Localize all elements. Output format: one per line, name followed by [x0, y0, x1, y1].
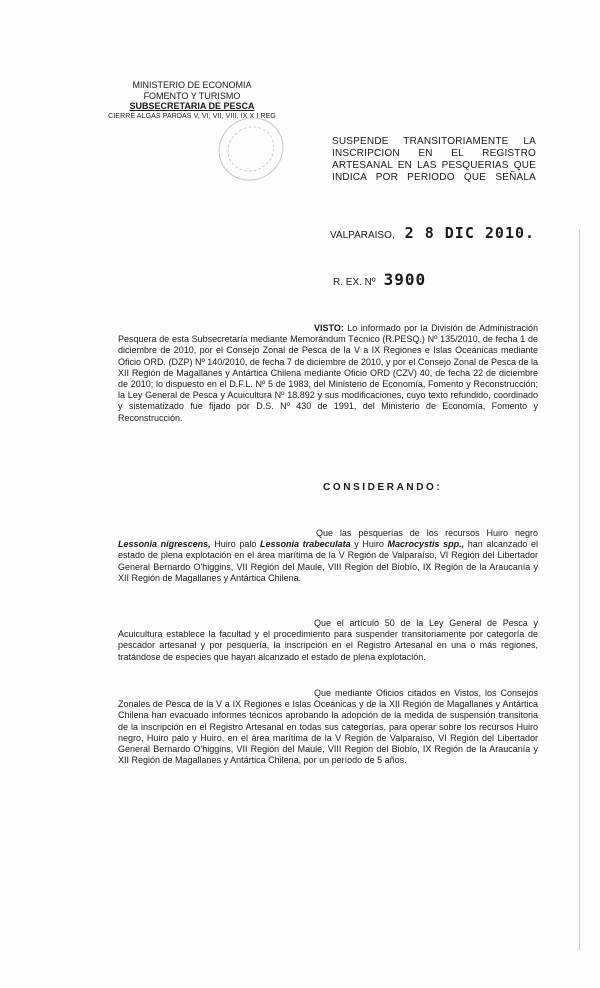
- species-lessonia-nigrescens: Lessonia nigrescens,: [118, 539, 211, 550]
- resolution-number-line: [333, 270, 426, 289]
- ministry-subtitle: FOMENTO Y TURISMO: [143, 90, 241, 101]
- ministry-name: MINISTERIO DE ECONOMIA: [132, 80, 252, 90]
- scan-edge-line: [579, 230, 580, 950]
- visto-text: Lo informado por la División de Administración Pesquera de esta Subsecretaría mediante Memorándum Técnico (R.PESQ.) Nº 135/2010, de fecha 1 de diciembre de 2010, por el Consejo Zonal de Pesca de la V a IX Regiones e Islas Oceánicas mediante Oficio ORD. (DZP) Nº 140/2010, de fecha 7 de diciembre de 2010, y por el Consejo Zonal de Pesca de la XII Región de Magallanes y Antártica Chilena mediante Oficio ORD (CZV) 40, de fecha 22 de diciembre de 2010; lo dispuesto en el D.F.L. Nº 5 de 1983, del Ministerio de Economía, Fomento y Reconstrucción; la Ley General de Pesca y Acuicultura Nº 18.892 y sus modificaciones, cuyo texto refundido, coordinado y sistematizado fue fijado por D.S. Nº 430 de 1991, del Ministerio de Economía, Fomento y Reconstrucción.: [118, 323, 539, 423]
- species-macrocystis: Macrocystis spp.,: [387, 539, 465, 550]
- p1-text-e: y Huiro: [350, 539, 388, 550]
- considerando-paragraph-1: [118, 528, 538, 584]
- species-lessonia-trabeculata: Lessonia trabeculata: [260, 539, 351, 550]
- p1-text-a: Que las pesquerías de los recursos Huiro negro: [316, 528, 538, 538]
- p1-text-c: Huiro palo: [210, 539, 260, 550]
- considerando-paragraph-2: Que el artículo 50 de la Ley General de Pesca y Acuicultura establece la facultad y el procedimiento para suspender transitoriamente por categoría de pescador artesanal y por pesquería, la inscripción en el Registro Artesanal en una o más regiones, tratándose de especies que hayan alcanzado el estado de plena explotación.: [118, 618, 538, 662]
- considerando-paragraph-3: Que mediante Oficios citados en Vistos, los Consejos Zonales de Pesca de la V a IX Regiones e Islas Oceánicas y de la XII Región de Magallanes y Antártica Chilena han evacuado informes técnicos aprobando la adopción de la medida de suspensión transitoria de la inscripción en el Registro Artesanal en todas sus categorías, para operar sobre los recursos Huiro negro, Huiro palo y Huiro, en el área marítima de la V Región de Valparaíso, VI Región del Libertador General Bernardo O'higgins, VII Región del Maule, VIII Región del Biobío, IX Región de la Araucanía y XII Región de Magallanes y Antártica Chilena, por un período de 5 años.: [118, 688, 538, 766]
- resolution-label: R. EX. Nº: [333, 277, 376, 288]
- date-line: [330, 224, 535, 242]
- date-stamp: 2 8 DIC 2010.: [404, 224, 536, 242]
- resolution-subject: SUSPENDE TRANSITORIAMENTE LA INSCRIPCION EN EL REGISTRO ARTESANAL EN LAS PESQUERIAS QUE INDICA POR PERIODO QUE SEÑALA: [332, 136, 536, 183]
- cierre-reference: CIERRE ALGAS PARDAS V, VI, VII, VIII, IX X I REG: [108, 112, 276, 120]
- visto-label: VISTO:: [314, 323, 344, 333]
- resolution-number: 3900: [383, 270, 427, 289]
- subsecretaria-name: SUBSECRETARIA DE PESCA: [129, 101, 255, 111]
- official-stamp-inner: [219, 118, 283, 181]
- visto-paragraph: [118, 323, 538, 424]
- considerando-heading: CONSIDERANDO:: [323, 482, 443, 493]
- ministry-header: [102, 80, 282, 122]
- date-place: VALPARAISO,: [330, 230, 395, 241]
- p1-text-g: han alcanzado el estado de plena explotación en el área marítima de la V Región de Valparaíso, VI Región del Libertador General Bernardo O'higgins, VII Región del Maule, VIII Región del Biobío, IX Región de la Araucanía y XII Región de Magallanes y Antártica Chilena.: [118, 539, 538, 583]
